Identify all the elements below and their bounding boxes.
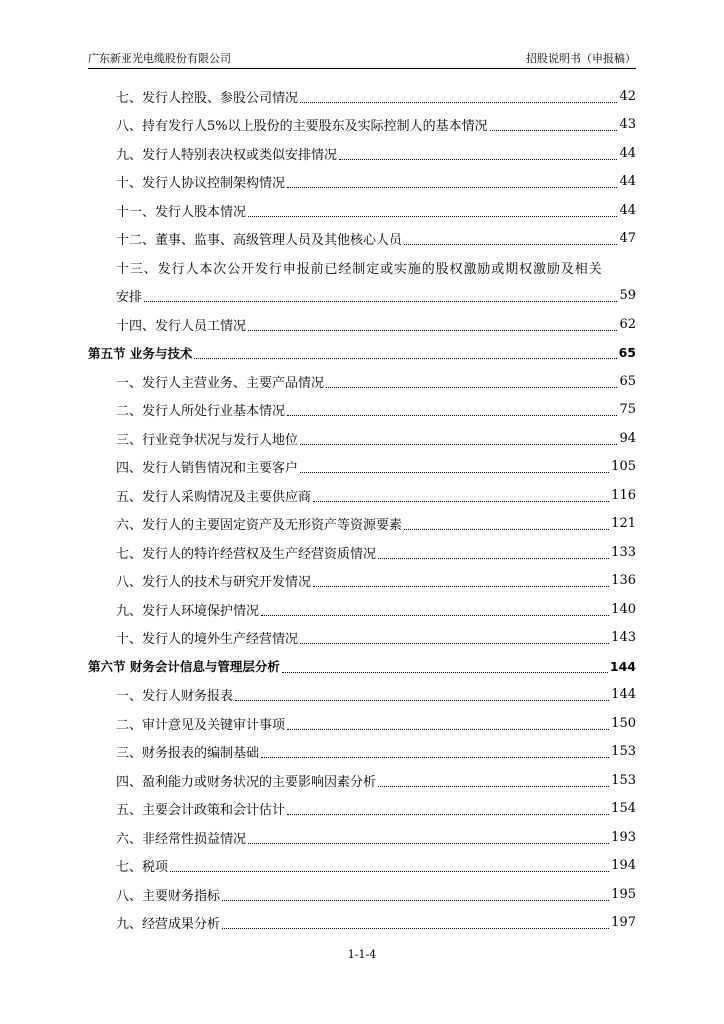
toc-leader-dots [300, 472, 609, 473]
toc-entry[interactable] [88, 139, 636, 168]
toc-entry-label: 四、盈利能力或财务状况的主要影响因素分析 [116, 774, 377, 790]
toc-section-entry[interactable] [88, 652, 636, 681]
toc-entry-page: 42 [619, 88, 636, 104]
toc-entry-page: 62 [619, 316, 636, 332]
toc-leader-dots [287, 729, 609, 730]
table-of-contents [88, 82, 636, 937]
toc-entry[interactable] [88, 310, 636, 339]
toc-entry-label: 九、经营成果分析 [116, 917, 221, 933]
toc-entry-label: 八、持有发行人5%以上股份的主要股东及实际控制人的基本情况 [116, 119, 488, 135]
toc-entry-page: 197 [611, 915, 636, 931]
toc-entry-page: 44 [619, 174, 636, 190]
toc-entry-label: 十二、董事、监事、高级管理人员及其他核心人员 [116, 233, 403, 249]
toc-entry-label: 十三、发行人本次公开发行申报前已经制定或实施的股权激励或期权激励及相关 [116, 261, 603, 277]
toc-entry-page: 144 [609, 658, 636, 674]
toc-leader-dots [248, 330, 617, 331]
toc-entry-label: 十、发行人协议控制架构情况 [116, 176, 286, 192]
toc-entry[interactable] [88, 453, 636, 482]
toc-entry-page: 105 [611, 459, 636, 475]
toc-entry-page: 65 [619, 373, 636, 389]
toc-leader-dots [222, 928, 609, 929]
toc-entry-label: 五、主要会计政策和会计估计 [116, 803, 286, 819]
toc-entry-label: 一、发行人主营业务、主要产品情况 [116, 375, 325, 391]
toc-entry[interactable] [88, 82, 636, 111]
toc-entry-page: 75 [619, 402, 636, 418]
toc-entry[interactable] [88, 111, 636, 140]
toc-entry[interactable] [88, 823, 636, 852]
toc-entry[interactable] [88, 766, 636, 795]
toc-entry-page: 94 [619, 430, 636, 446]
toc-entry[interactable] [88, 880, 636, 909]
toc-entry[interactable] [88, 738, 636, 767]
toc-entry-label: 九、发行人环境保护情况 [116, 603, 260, 619]
toc-entry[interactable] [88, 282, 636, 311]
toc-entry-label: 四、发行人销售情况和主要客户 [116, 461, 299, 477]
toc-entry-label: 安排 [116, 290, 143, 306]
toc-leader-dots [490, 130, 618, 131]
toc-entry[interactable] [88, 709, 636, 738]
toc-entry-page: 144 [611, 687, 636, 703]
toc-leader-dots [144, 301, 617, 302]
toc-leader-dots [170, 871, 609, 872]
toc-entry-page: 140 [611, 601, 636, 617]
toc-entry-label: 十四、发行人员工情况 [116, 318, 247, 334]
toc-entry-label: 一、发行人财务报表 [116, 689, 234, 705]
toc-entry-label: 二、发行人所处行业基本情况 [116, 404, 286, 420]
toc-entry-page: 195 [611, 886, 636, 902]
toc-leader-dots [287, 814, 609, 815]
toc-leader-dots [313, 586, 609, 587]
toc-entry-page: 43 [619, 117, 636, 133]
toc-entry[interactable] [88, 909, 636, 938]
toc-entry-page: 59 [619, 288, 636, 304]
toc-entry[interactable] [88, 624, 636, 653]
toc-entry-label: 七、发行人的特许经营权及生产经营资质情况 [116, 546, 377, 562]
header-company-name: 广东新亚光电缆股份有限公司 [88, 52, 231, 65]
toc-entry-page: 65 [618, 345, 636, 361]
page-header [88, 52, 636, 69]
toc-entry[interactable] [88, 253, 636, 282]
toc-entry-label: 第五节 业务与技术 [88, 345, 193, 361]
toc-entry[interactable] [88, 481, 636, 510]
toc-entry-page: 44 [619, 145, 636, 161]
toc-entry-page: 133 [611, 544, 636, 560]
toc-entry[interactable] [88, 196, 636, 225]
toc-entry-label: 八、主要财务指标 [116, 888, 221, 904]
toc-leader-dots [261, 615, 609, 616]
toc-entry-page: 194 [611, 858, 636, 874]
toc-leader-dots [300, 444, 617, 445]
toc-entry-label: 九、发行人特别表决权或类似安排情况 [116, 147, 338, 163]
toc-leader-dots [300, 643, 609, 644]
toc-entry-label: 六、非经常性损益情况 [116, 831, 247, 847]
toc-entry-page: 136 [611, 573, 636, 589]
toc-leader-dots [378, 558, 609, 559]
toc-entry-page: 47 [619, 231, 636, 247]
toc-entry[interactable] [88, 795, 636, 824]
toc-entry-page: 153 [611, 744, 636, 760]
toc-leader-dots [261, 757, 609, 758]
toc-section-entry[interactable] [88, 339, 636, 368]
toc-entry[interactable] [88, 595, 636, 624]
toc-entry-label: 十一、发行人股本情况 [116, 204, 247, 220]
toc-entry-label: 三、财务报表的编制基础 [116, 746, 260, 762]
toc-entry-label: 七、税项 [116, 860, 169, 876]
toc-entry[interactable] [88, 367, 636, 396]
toc-entry-page: 116 [611, 487, 636, 503]
header-document-type: 招股说明书（申报稿） [526, 52, 636, 65]
toc-leader-dots [248, 843, 609, 844]
toc-entry-page: 153 [611, 772, 636, 788]
toc-leader-dots [287, 415, 617, 416]
toc-leader-dots [235, 700, 609, 701]
toc-entry[interactable] [88, 510, 636, 539]
toc-entry-label: 七、发行人控股、参股公司情况 [116, 90, 299, 106]
toc-leader-dots [339, 159, 617, 160]
toc-entry-page: 193 [611, 829, 636, 845]
toc-entry[interactable] [88, 396, 636, 425]
toc-entry[interactable] [88, 681, 636, 710]
toc-entry[interactable] [88, 168, 636, 197]
toc-entry-label: 三、行业竞争状况与发行人地位 [116, 432, 299, 448]
toc-entry-page: 44 [619, 202, 636, 218]
toc-leader-dots [194, 358, 616, 359]
toc-entry[interactable] [88, 852, 636, 881]
toc-entry-page: 121 [611, 516, 636, 532]
toc-leader-dots [404, 529, 609, 530]
toc-entry-label: 第六节 财务会计信息与管理层分析 [88, 659, 280, 675]
page-number: 1-1-4 [347, 948, 377, 961]
toc-entry-label: 二、审计意见及关键审计事项 [116, 717, 286, 733]
toc-entry-label: 八、发行人的技术与研究开发情况 [116, 575, 312, 591]
toc-leader-dots [300, 102, 617, 103]
toc-leader-dots [326, 387, 617, 388]
toc-entry-page: 143 [611, 630, 636, 646]
toc-leader-dots [222, 900, 609, 901]
toc-leader-dots [313, 501, 609, 502]
toc-leader-dots [248, 216, 617, 217]
toc-entry[interactable] [88, 424, 636, 453]
toc-leader-dots [287, 187, 617, 188]
toc-entry-label: 六、发行人的主要固定资产及无形资产等资源要素 [116, 518, 403, 534]
toc-entry[interactable] [88, 225, 636, 254]
toc-leader-dots [378, 786, 609, 787]
toc-entry[interactable] [88, 538, 636, 567]
toc-entry-page: 150 [611, 715, 636, 731]
toc-entry[interactable] [88, 567, 636, 596]
toc-entry-page: 154 [611, 801, 636, 817]
toc-entry-label: 五、发行人采购情况及主要供应商 [116, 489, 312, 505]
toc-leader-dots [404, 244, 617, 245]
toc-entry-label: 十、发行人的境外生产经营情况 [116, 632, 299, 648]
toc-leader-dots [282, 672, 608, 673]
